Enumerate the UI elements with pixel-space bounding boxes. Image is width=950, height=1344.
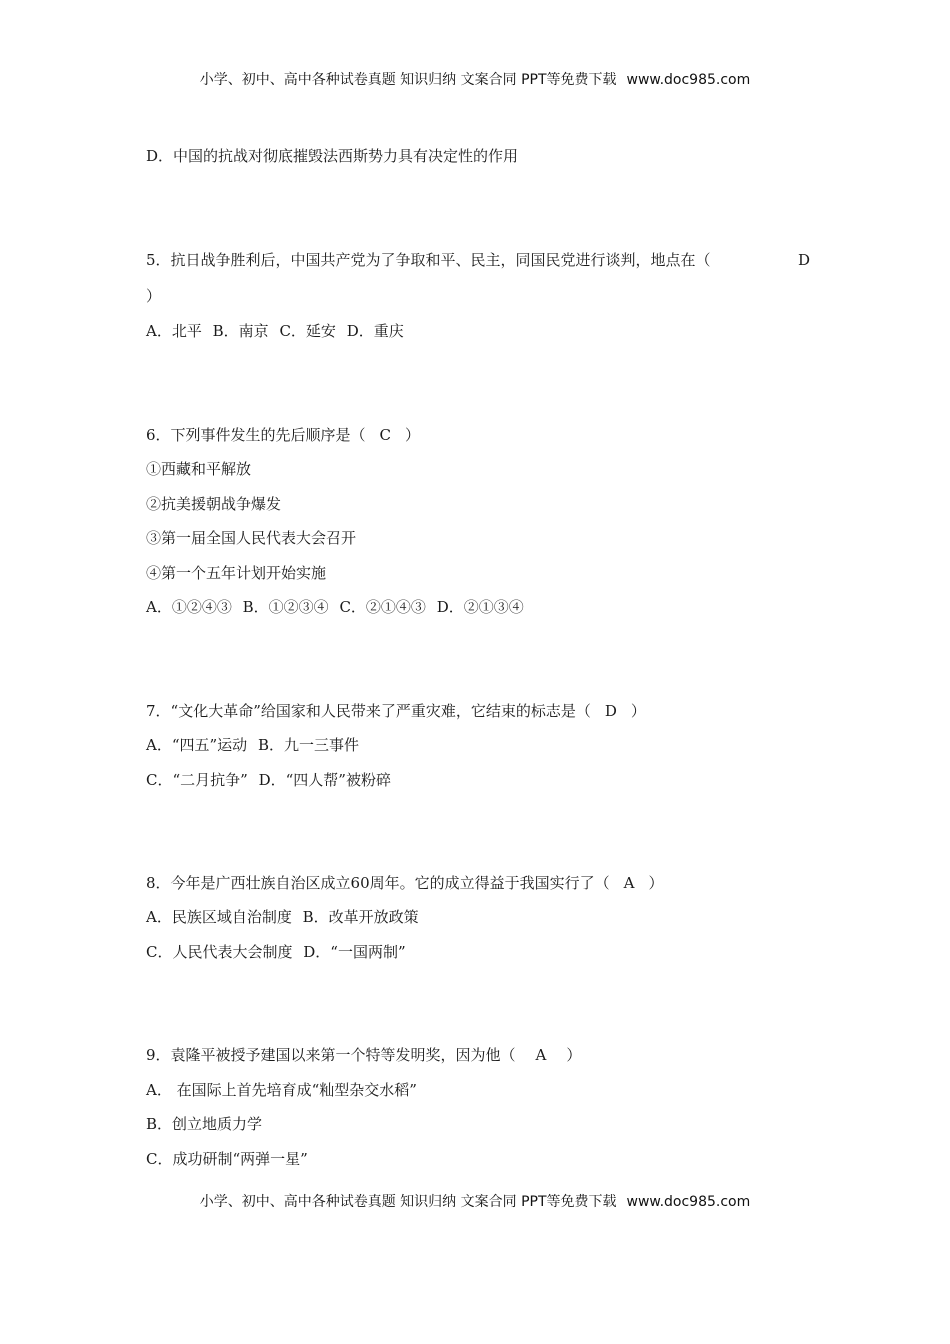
header-banner-url[interactable]: www.doc985.com xyxy=(626,72,751,88)
q7-stem-text: 7．“文化大革命”给国家和人民带来了严重灾难，它结束的标志是（ xyxy=(146,702,591,720)
q6-item-3: ③第一届全国人民代表大会召开 xyxy=(146,529,357,547)
header-banner xyxy=(0,69,950,89)
q5-option-a: A．北平 xyxy=(146,322,202,340)
q5-option-b: B．南京 xyxy=(212,322,269,340)
q6-item-2: ②抗美援朝战争爆发 xyxy=(146,495,282,513)
q5-stem-text: 5．抗日战争胜利后，中国共产党为了争取和平、民主，同国民党进行谈判，地点在（ xyxy=(146,251,711,269)
q9-stem-text: 9．袁隆平被授予建国以来第一个特等发明奖，因为他（ xyxy=(146,1046,516,1064)
q6-stem xyxy=(146,425,420,445)
q5-answer: D xyxy=(797,251,810,269)
footer-banner xyxy=(0,1191,950,1211)
q9-option-a: A． 在国际上首先培育成“籼型杂交水稻” xyxy=(146,1081,417,1099)
q8-option-d: D．“一国两制” xyxy=(303,943,406,961)
footer-banner-text: 小学、初中、高中各种试卷真题 知识归纳 文案合同 PPT等免费下载 xyxy=(199,1194,617,1210)
q8-options-row2 xyxy=(146,942,406,962)
q8-stem xyxy=(146,873,664,893)
q5-options xyxy=(146,321,404,341)
q7-option-c: C．“二月抗争” xyxy=(146,771,248,789)
q6-item-4: ④第一个五年计划开始实施 xyxy=(146,564,327,582)
q5-stem-close: ） xyxy=(146,287,162,305)
q7-options-row1 xyxy=(146,735,359,755)
q6-answer: C xyxy=(379,426,392,444)
q9-stem xyxy=(146,1045,581,1065)
q7-option-a: A．“四五”运动 xyxy=(146,736,248,754)
q7-answer: D xyxy=(604,702,617,720)
footer-banner-url[interactable]: www.doc985.com xyxy=(626,1194,751,1210)
header-banner-text: 小学、初中、高中各种试卷真题 知识归纳 文案合同 PPT等免费下载 xyxy=(199,72,617,88)
q8-option-a: A．民族区域自治制度 xyxy=(146,908,292,926)
q6-options xyxy=(146,597,524,617)
q7-option-d: D．“四人帮”被粉碎 xyxy=(258,771,391,789)
q9-option-c: C．成功研制“两弹一星” xyxy=(146,1150,308,1168)
q6-option-a: A．①②④③ xyxy=(146,598,232,616)
q6-option-b: B．①②③④ xyxy=(242,598,329,616)
q5-option-c: C．延安 xyxy=(279,322,336,340)
q9-stem-close: ） xyxy=(566,1046,582,1064)
q8-option-b: B．改革开放政策 xyxy=(302,908,419,926)
q7-option-b: B．九一三事件 xyxy=(257,736,359,754)
q6-option-d: D．②①③④ xyxy=(436,598,524,616)
q5-option-d: D．重庆 xyxy=(346,322,404,340)
q8-options-row1 xyxy=(146,907,419,927)
q9-answer: A xyxy=(535,1046,547,1064)
q7-stem xyxy=(146,701,646,721)
q6-item-1: ①西藏和平解放 xyxy=(146,460,252,478)
q7-stem-close: ） xyxy=(630,702,646,720)
q8-answer: A xyxy=(623,874,635,892)
q4-option-d: D．中国的抗战对彻底摧毁法西斯势力具有决定性的作用 xyxy=(146,147,519,165)
q9-option-b: B．创立地质力学 xyxy=(146,1115,263,1133)
q7-options-row2 xyxy=(146,770,391,790)
q6-stem-text: 6．下列事件发生的先后顺序是（ xyxy=(146,426,366,444)
q8-option-c: C．人民代表大会制度 xyxy=(146,943,293,961)
q5-stem xyxy=(146,250,810,270)
q8-stem-close: ） xyxy=(648,874,664,892)
q8-stem-text: 8．今年是广西壮族自治区成立60周年。它的成立得益于我国实行了（ xyxy=(146,874,610,892)
q6-stem-close: ） xyxy=(405,426,421,444)
q6-option-c: C．②①④③ xyxy=(339,598,426,616)
